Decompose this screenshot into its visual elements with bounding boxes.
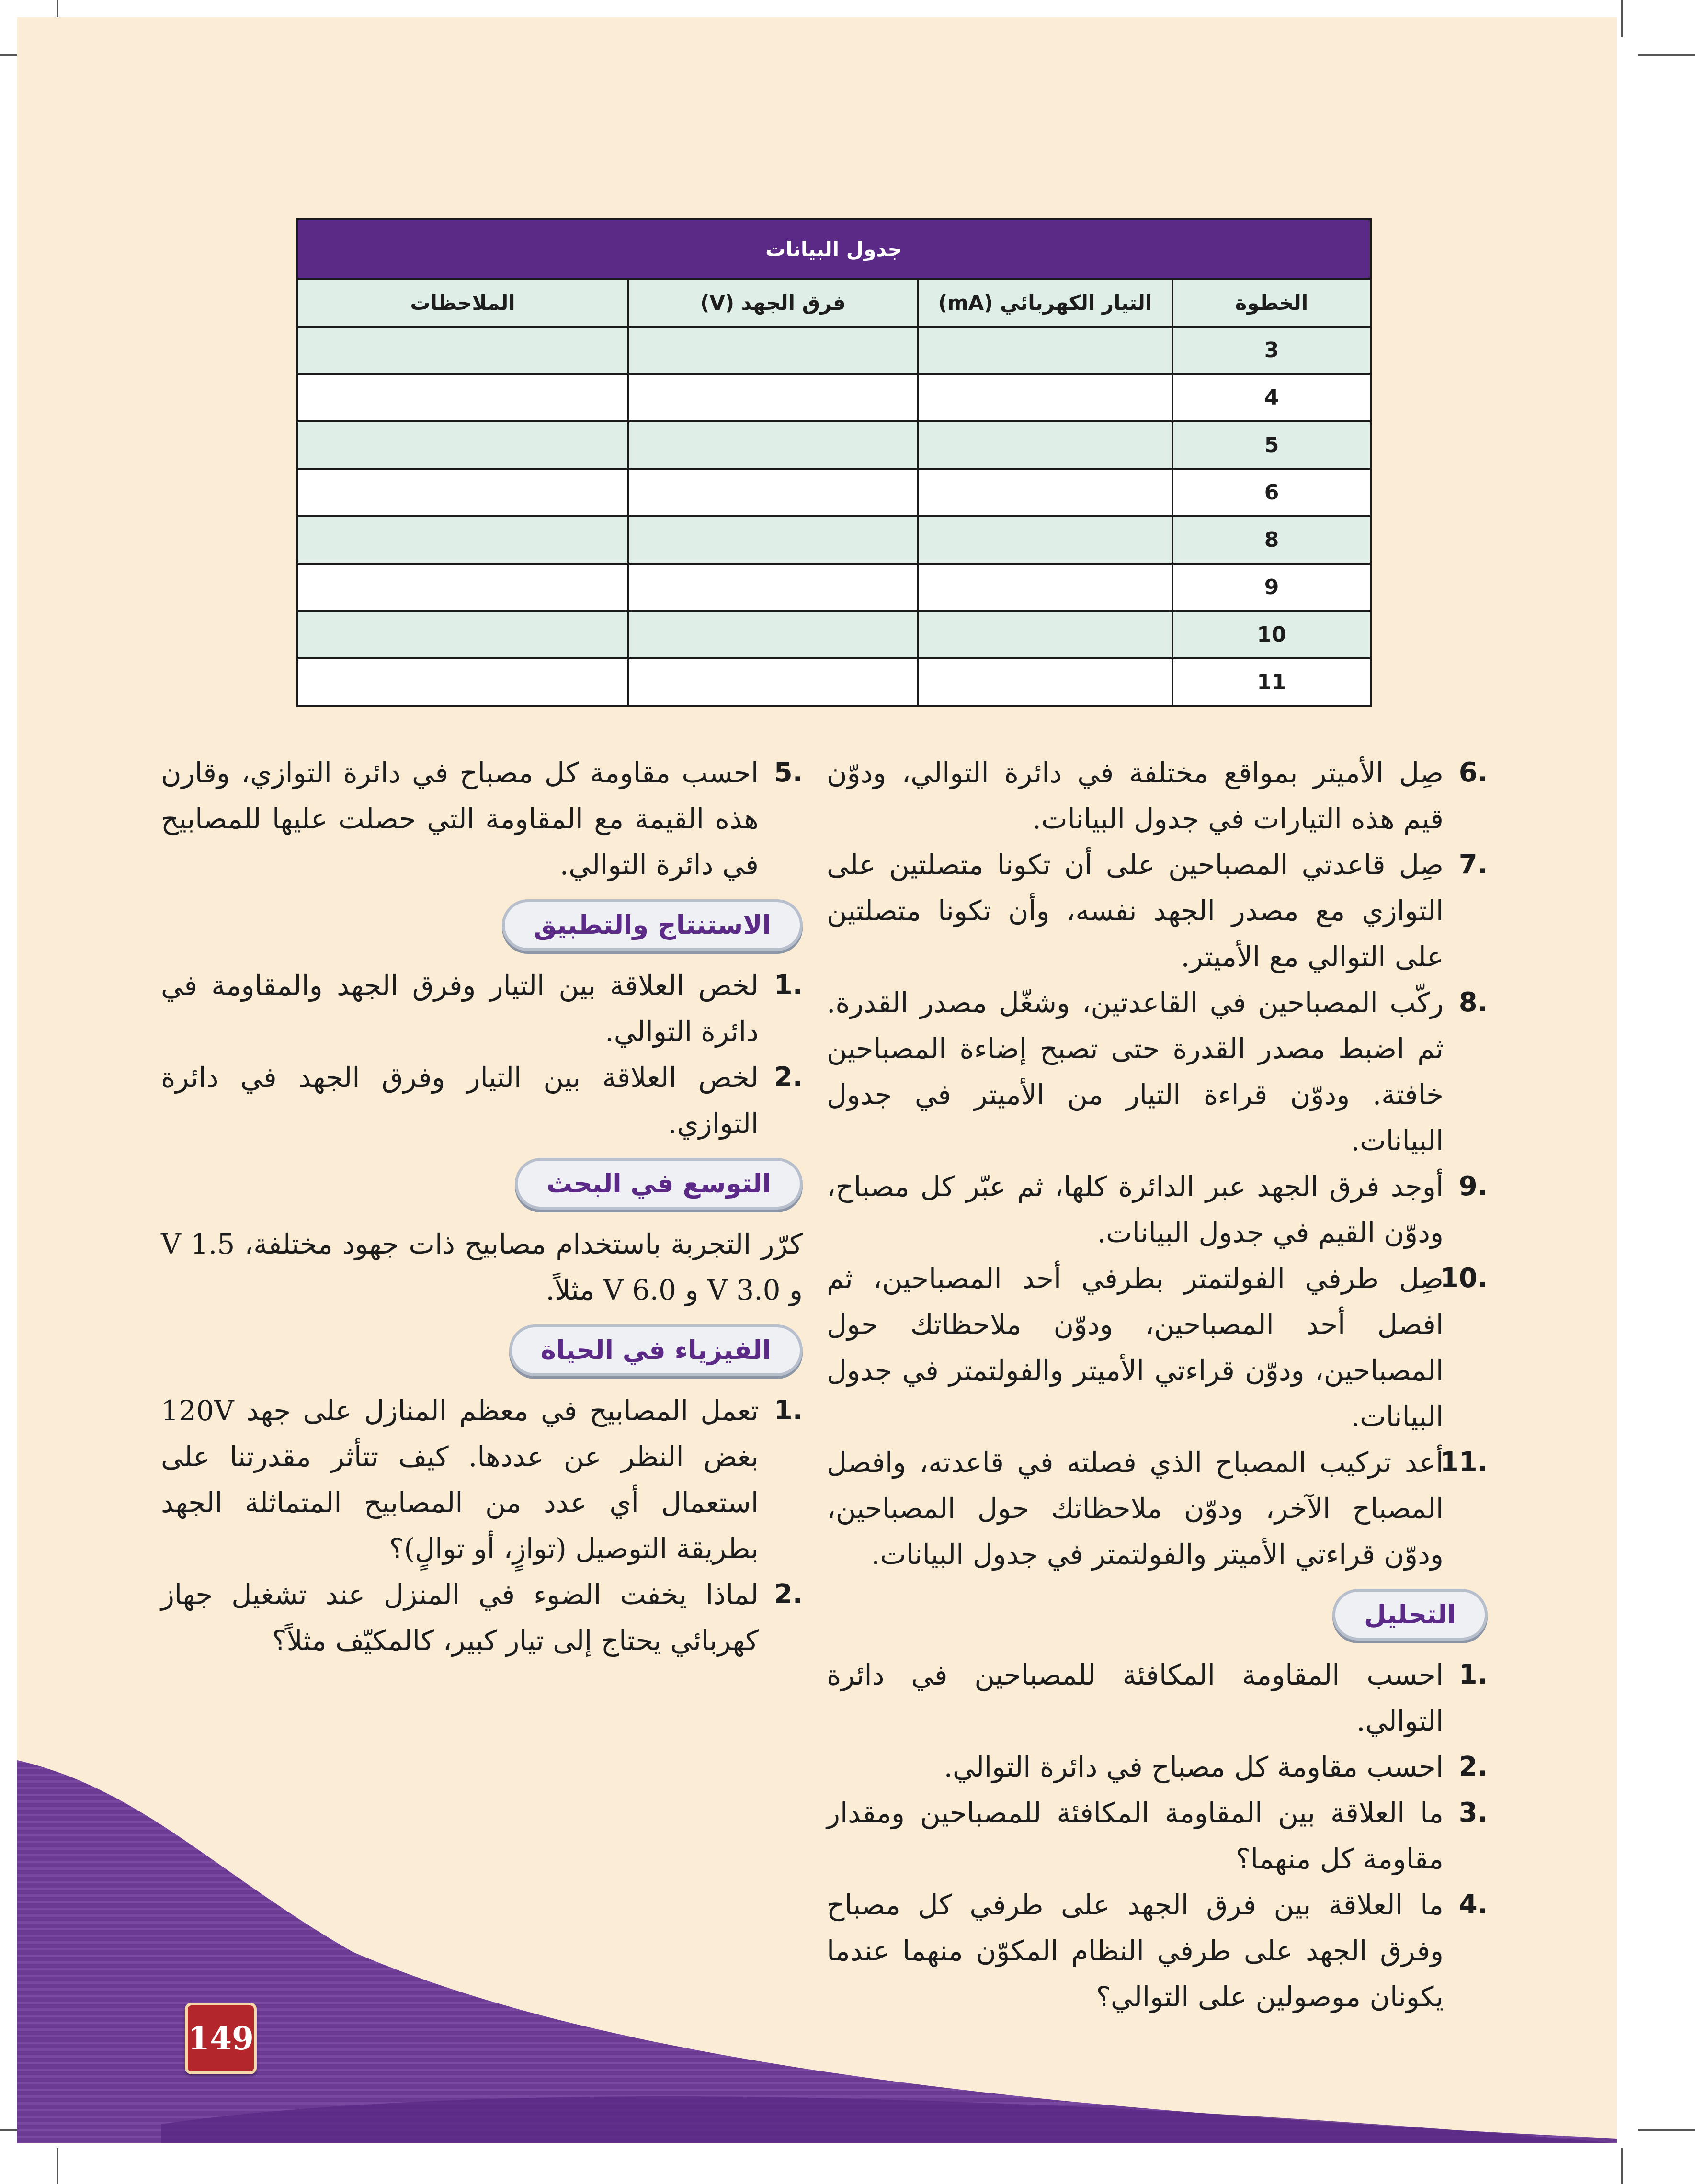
question-number: .1 [774,1395,803,1426]
notes-cell[interactable] [297,516,628,564]
page-number: 149 [185,2003,257,2074]
step-number: .10 [1440,1263,1488,1294]
step-number: .8 [1458,987,1488,1018]
table-row [297,327,1371,374]
analysis-question [827,1744,1488,1790]
current-cell[interactable] [918,564,1172,611]
step-text: صِل الأميتر بمواقع مختلفة في دائرة التوالي، ودوّن قيم هذه التيارات في جدول البيانات. [827,757,1444,835]
table-row [297,564,1371,611]
step-text: صِل قاعدتي المصباحين على أن تكونا متصلتين على التوازي مع مصدر الجهد نفسه، وأن تكونا متصلتين على التوالي مع الأميتر. [827,849,1444,973]
current-cell[interactable] [918,327,1172,374]
procedure-step [161,750,803,888]
header-step: الخطوة [1172,279,1371,327]
current-cell[interactable] [918,421,1172,469]
question-number: .2 [774,1062,803,1093]
conclusion-question [161,962,803,1054]
notes-cell[interactable] [297,658,628,706]
table-row [297,658,1371,706]
step-cell: 8 [1172,516,1371,564]
question-number: .2 [1458,1751,1488,1782]
header-notes: الملاحظات [297,279,628,327]
current-cell[interactable] [918,611,1172,658]
step-text: أوجد فرق الجهد عبر الدائرة كلها، ثم عبّر كل مصباح، ودوّن القيم في جدول البيانات. [827,1170,1444,1249]
analysis-question [827,1882,1488,2020]
left-column [161,750,803,1663]
question-number: .3 [1458,1797,1488,1828]
notes-cell[interactable] [297,611,628,658]
question-text: ما العلاقة بين المقاومة المكافئة للمصباحين ومقدار مقاومة كل منهما؟ [827,1797,1444,1875]
notes-cell[interactable] [297,564,628,611]
procedure-step [827,1164,1488,1256]
crop-mark [1621,0,1623,37]
current-cell[interactable] [918,658,1172,706]
question-number: .1 [774,970,803,1001]
question-number: .4 [1458,1889,1488,1920]
step-number: .6 [1458,757,1488,788]
voltage-cell[interactable] [628,658,918,706]
voltage-cell[interactable] [628,516,918,564]
question-text: لخص العلاقة بين التيار وفرق الجهد والمقاومة في دائرة التوالي. [161,969,759,1048]
crop-mark [1638,54,1695,56]
question-text: تعمل المصابيح في معظم المنازل على جهد 120V بغض النظر عن عددها. كيف تتأثر مقدرتنا على استعمال أي عدد من المصابيح المتماثلة الجهد بطريقة التوصيل (توازٍ، أو توالٍ)؟ [161,1394,759,1565]
question-text: احسب المقاومة المكافئة للمصباحين في دائرة التوالي. [827,1659,1444,1737]
analysis-question [827,1790,1488,1882]
current-cell[interactable] [918,469,1172,516]
right-column [827,750,1488,2020]
table-title: جدول البيانات [297,219,1371,279]
question-text: لخص العلاقة بين التيار وفرق الجهد في دائرة التوازي. [161,1061,759,1140]
question-text: لماذا يخفت الضوء في المنزل عند تشغيل جهاز كهربائي يحتاج إلى تيار كبير، كالمكيّف مثلاً؟ [161,1578,759,1657]
table-row [297,374,1371,421]
analysis-heading: التحليل [1332,1589,1488,1641]
table-row [297,611,1371,658]
analysis-question [827,1652,1488,1744]
procedure-step [827,980,1488,1164]
table-row [297,421,1371,469]
step-cell: 4 [1172,374,1371,421]
step-cell: 3 [1172,327,1371,374]
page [17,17,1617,2143]
voltage-cell[interactable] [628,469,918,516]
step-text: صِل طرفي الفولتمتر بطرفي أحد المصباحين، ثم افصل أحد المصباحين، ودوّن ملاحظاتك حول المصباحين، ودوّن قراءتي الأميتر والفولتمتر في جدول البيانات. [827,1262,1444,1433]
step-cell: 6 [1172,469,1371,516]
step-number: .9 [1458,1171,1488,1202]
procedure-step [827,1439,1488,1577]
voltage-cell[interactable] [628,421,918,469]
life-heading: الفيزياء في الحياة [509,1324,803,1376]
voltage-cell[interactable] [628,374,918,421]
step-number: .5 [774,757,803,788]
current-cell[interactable] [918,516,1172,564]
conclusion-question [161,1054,803,1146]
procedure-step [827,842,1488,980]
research-text: كرّر التجربة باستخدام مصابيح ذات جهود مختلفة، 1.5 V و 3.0 V و 6.0 V مثلاً. [161,1228,803,1306]
crop-mark [1638,2129,1695,2131]
step-text: ركّب المصباحين في القاعدتين، وشغّل مصدر القدرة. ثم اضبط مصدر القدرة حتى تصبح إضاءة المصباحين خافتة. ودوّن قراءة التيار من الأميتر في جدول البيانات. [827,986,1444,1157]
question-text: ما العلاقة بين فرق الجهد على طرفي كل مصباح وفرق الجهد على طرفي النظام المكوّن منهما عندما يكونان موصولين على التوالي؟ [827,1889,1444,2013]
table-row [297,516,1371,564]
research-heading: التوسع في البحث [515,1158,803,1210]
step-text: أعد تركيب المصباح الذي فصلته في قاعدته، وافصل المصباح الآخر، ودوّن ملاحظاتك حول المصباحين، ودوّن قراءتي الأميتر والفولتمتر في جدول البيانات. [827,1446,1444,1571]
notes-cell[interactable] [297,421,628,469]
question-number: .2 [774,1579,803,1610]
data-table [296,218,1372,707]
life-question [161,1572,803,1663]
notes-cell[interactable] [297,327,628,374]
voltage-cell[interactable] [628,564,918,611]
step-text: احسب مقاومة كل مصباح في دائرة التوازي، وقارن هذه القيمة مع المقاومة التي حصلت عليها للمصابيح في دائرة التوالي. [161,757,759,881]
current-cell[interactable] [918,374,1172,421]
question-number: .1 [1458,1659,1488,1690]
conclusion-heading: الاستنتاج والتطبيق [502,899,803,951]
crop-mark [57,2148,58,2184]
step-cell: 10 [1172,611,1371,658]
procedure-step [827,1256,1488,1439]
step-number: .7 [1458,849,1488,880]
step-cell: 9 [1172,564,1371,611]
notes-cell[interactable] [297,469,628,516]
question-text: احسب مقاومة كل مصباح في دائرة التوالي. [944,1751,1444,1783]
voltage-cell[interactable] [628,327,918,374]
table-row [297,469,1371,516]
life-question [161,1388,803,1572]
notes-cell[interactable] [297,374,628,421]
step-number: .11 [1440,1447,1488,1478]
header-voltage: فرق الجهد (V) [628,279,918,327]
voltage-cell[interactable] [628,611,918,658]
procedure-step [827,750,1488,842]
crop-mark [1621,2148,1623,2184]
step-cell: 5 [1172,421,1371,469]
step-cell: 11 [1172,658,1371,706]
header-current: التيار الكهربائي (mA) [918,279,1172,327]
